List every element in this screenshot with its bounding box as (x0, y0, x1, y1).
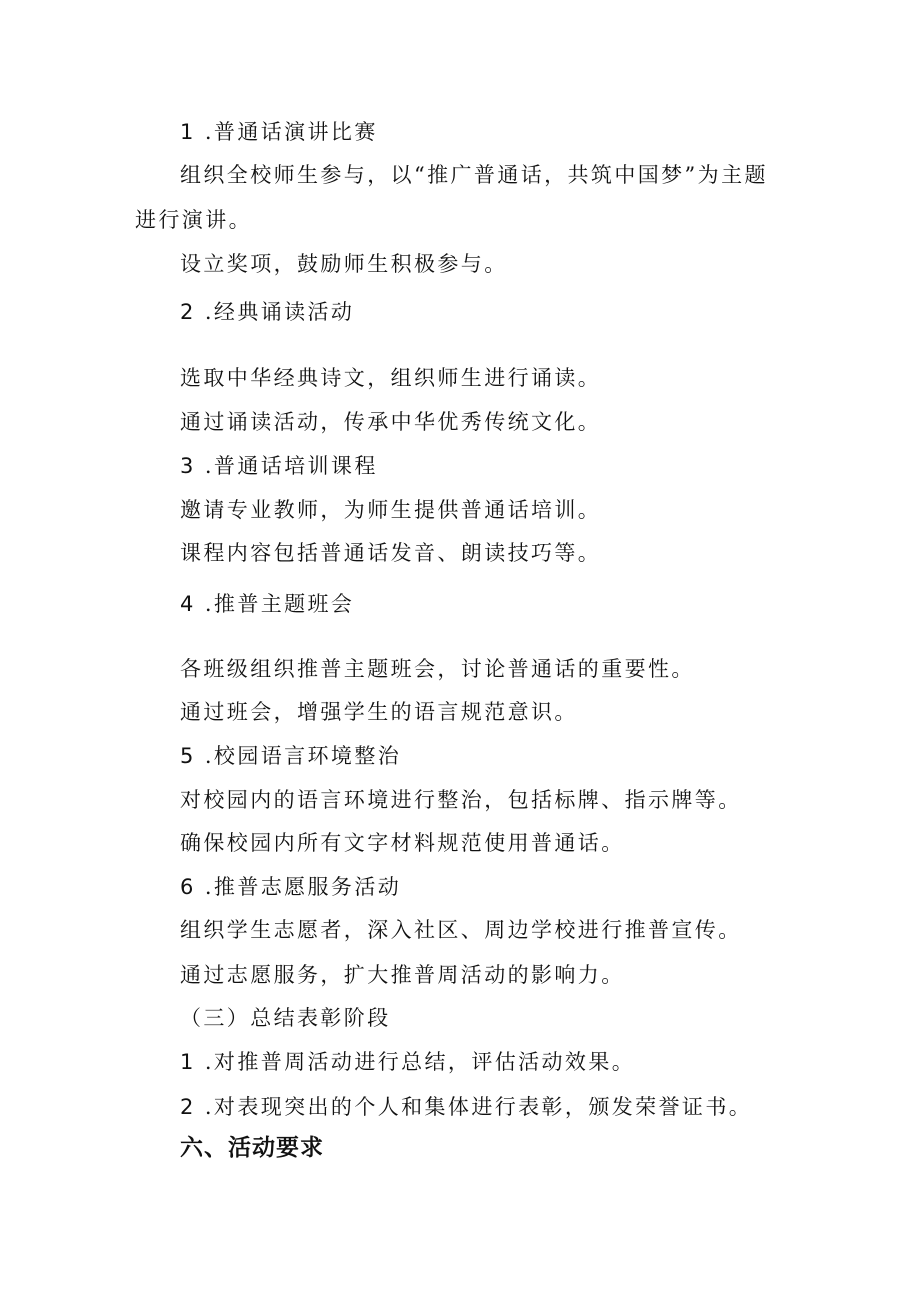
item-number: 2 (180, 1095, 196, 1119)
paragraph-line: 通过班会，增强学生的语言规范意识。 (180, 700, 578, 724)
item-number: 3 (180, 454, 196, 478)
item-title: .普通话培训课程 (204, 454, 378, 478)
paragraph-line: 组织学生志愿者，深入社区、周边学校进行推普宣传。 (180, 918, 742, 942)
item-text: .对表现突出的个人和集体进行表彰，颁发荣誉证书。 (204, 1095, 753, 1119)
section-title: 六、活动要求 (180, 1135, 324, 1161)
item-title: .推普主题班会 (204, 592, 355, 616)
section-heading (180, 118, 378, 146)
paragraph-line: 通过诵读活动，传承中华优秀传统文化。 (180, 410, 602, 434)
item-number: 5 (180, 744, 196, 768)
item-number: 1 (180, 120, 196, 144)
paragraph-line: 邀请专业教师，为师生提供普通话培训。 (180, 498, 602, 522)
paragraph-line: 对校园内的语言环境进行整治，包括标牌、指示牌等。 (180, 788, 742, 812)
item-number: 2 (180, 300, 196, 324)
paragraph-line: 确保校园内所有文字材料规范使用普通话。 (180, 831, 625, 855)
item-text: .对推普周活动进行总结，评估活动效果。 (204, 1050, 636, 1074)
item-number: 4 (180, 592, 196, 616)
paragraph-line: 课程内容包括普通话发音、朗读技巧等。 (180, 541, 602, 565)
item-number: 6 (180, 875, 196, 899)
paragraph-line: 通过志愿服务，扩大推普周活动的影响力。 (180, 963, 625, 987)
item-number: 1 (180, 1050, 196, 1074)
section-heading (180, 298, 354, 326)
item-title: .推普志愿服务活动 (204, 875, 402, 899)
paragraph-line: 进行演讲。 (135, 208, 252, 232)
numbered-item (180, 1093, 752, 1121)
paragraph-line: 选取中华经典诗文，组织师生进行诵读。 (180, 366, 602, 390)
paragraph-line: 设立奖项，鼓励师生积极参与。 (180, 252, 508, 276)
subsection-heading: （三）总结表彰阶段 (180, 1006, 391, 1030)
section-heading (180, 590, 354, 618)
paragraph-line: 各班级组织推普主题班会，讨论普通话的重要性。 (180, 657, 695, 681)
section-heading (180, 742, 401, 770)
section-heading (180, 873, 401, 901)
item-title: .校园语言环境整治 (204, 744, 402, 768)
section-heading (180, 452, 378, 480)
paragraph-line: 组织全校师生参与，以“推广普通话，共筑中国梦”为主题 (180, 163, 768, 187)
item-title: .普通话演讲比赛 (204, 120, 378, 144)
numbered-item (180, 1048, 635, 1076)
item-title: .经典诵读活动 (204, 300, 355, 324)
